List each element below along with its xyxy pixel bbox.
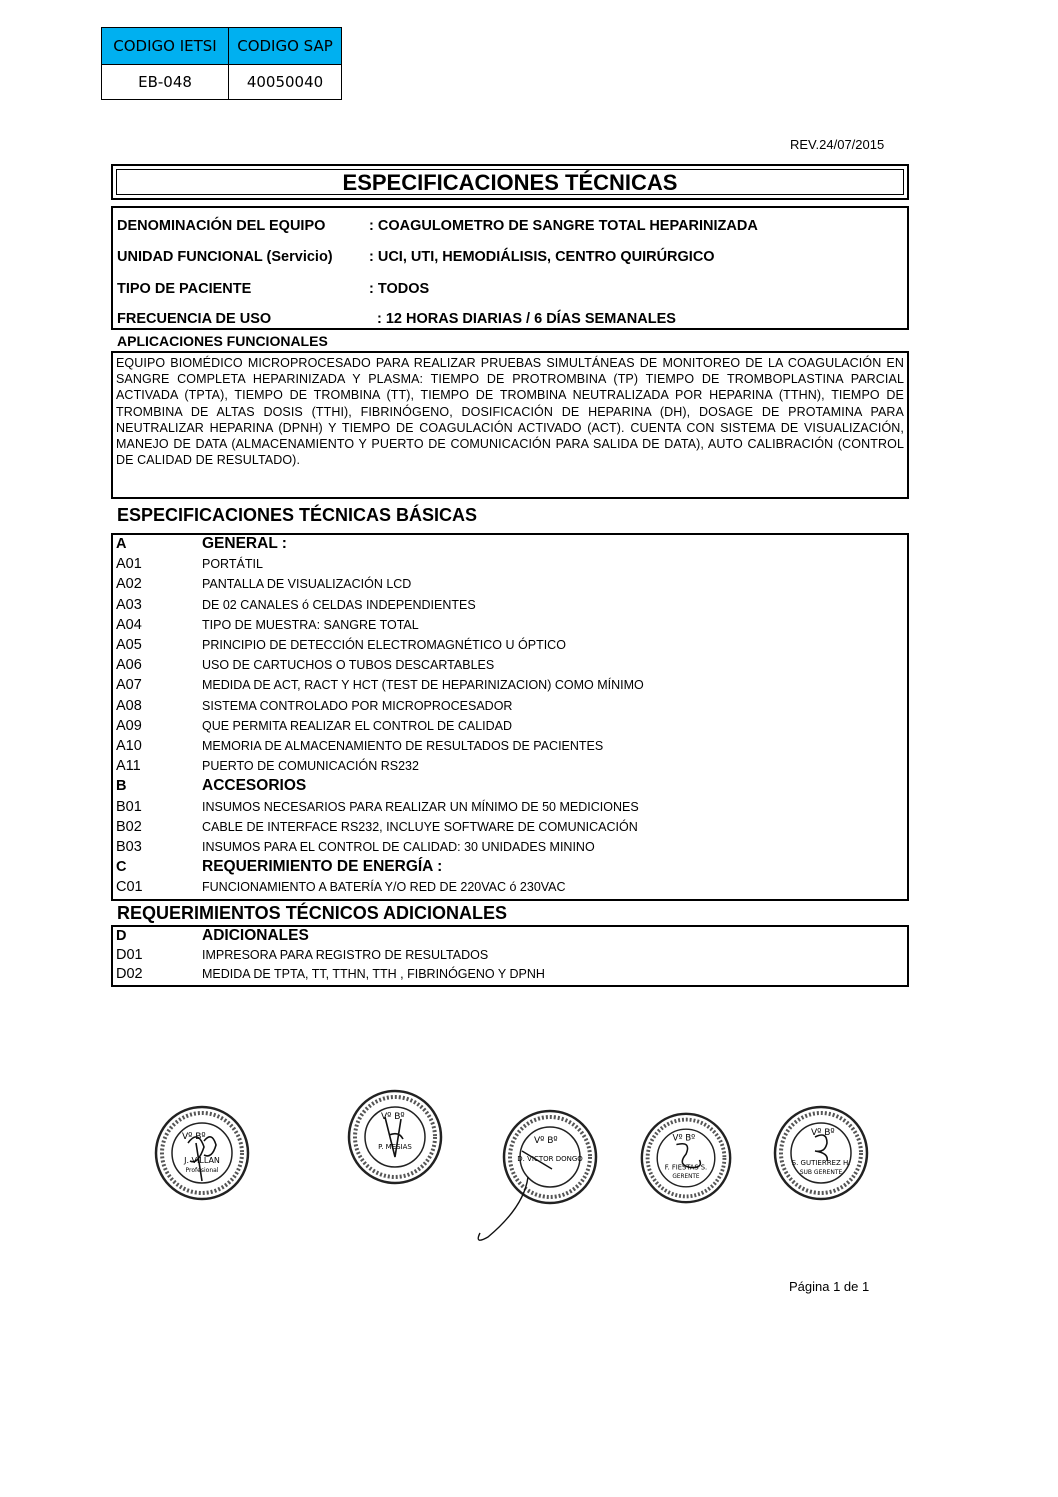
- item-text: INSUMOS NECESARIOS PARA REALIZAR UN MÍNIMO DE 50 MEDICIONES: [202, 799, 639, 814]
- item-text: IMPRESORA PARA REGISTRO DE RESULTADOS: [202, 948, 489, 962]
- aplicaciones-text: EQUIPO BIOMÉDICO MICROPROCESADO PARA REALIZAR PRUEBAS SIMULTÁNEAS DE MONITOREO DE LA COAGULACIÓN EN SANGRE COMPLETA HEPARINIZADA Y PLASMA: TIEMPO DE PROTROMBINA (TP) TIEMPO DE TROMBOPLASTINA PARCIAL ACTIVADA (TPTA), TIEMPO DE TROMBINA (TT), TIEMPO DE TROMBINA NEUTRALIZADA POR HEPARINA (TTHN), TIEMPO DE TROMBINA DE ALTAS DOSIS (TTHI), FIBRINÓGENO, DOSIFICACIÓN DE HEPARINA (DH), DOSAGE DE PROTAMINA PARA NEUTRALIZAR HEPARINA (DPNH) Y TIEMPO DE COAGULACIÓN ACTIVADO (ACT). CUENTA CON SISTEMA DE VISUALIZACIÓN, MANEJO DE DATA (ALMACENAMIENTO Y PUERTO DE COMUNICACIÓN PARA SALIDA DE DATA), AUTO CALIBRACIÓN (CONTROL DE CALIDAD DE RESULTADO).: [116, 356, 904, 468]
- item-code: D: [116, 928, 127, 944]
- item-text: FUNCIONAMIENTO A BATERÍA Y/O RED DE 220VAC ó 230VAC: [202, 880, 566, 895]
- info-row-frecuencia: [117, 311, 676, 327]
- aplicaciones-box: [111, 351, 909, 499]
- seal-name: S. GUTIERREZ H.: [791, 1159, 851, 1167]
- list-section-header: [116, 535, 287, 555]
- stamp-seal-4: [638, 1110, 734, 1206]
- list-item: [116, 656, 494, 676]
- item-code: A08: [116, 697, 142, 714]
- adicionales-list-box: [111, 925, 909, 987]
- page-title: ESPECIFICACIONES TÉCNICAS: [116, 169, 904, 195]
- item-code: C: [116, 859, 127, 876]
- codigo-sap-header: CODIGO SAP: [229, 28, 342, 65]
- item-code: A11: [116, 758, 141, 775]
- seal-name: P. MESIAS: [378, 1143, 412, 1151]
- list-item: [116, 838, 595, 858]
- codigo-ietsi-header: CODIGO IETSI: [102, 28, 229, 65]
- item-text: TIPO DE MUESTRA: SANGRE TOTAL: [202, 617, 419, 632]
- list-item: [116, 676, 644, 696]
- item-text: QUE PERMITA REALIZAR EL CONTROL DE CALIDAD: [202, 718, 513, 733]
- info-row-denominacion: [117, 218, 758, 234]
- item-code: A10: [116, 738, 142, 754]
- item-code: A06: [116, 657, 142, 674]
- codigo-sap-value: 40050040: [229, 65, 342, 100]
- list-item: [116, 717, 512, 737]
- item-code: B: [116, 778, 127, 795]
- item-text: SISTEMA CONTROLADO POR MICROPROCESADOR: [202, 698, 513, 713]
- info-value: : UCI, UTI, HEMODIÁLISIS, CENTRO QUIRÚRGICO: [369, 249, 715, 265]
- info-value: : COAGULOMETRO DE SANGRE TOTAL HEPARINIZADA: [369, 218, 758, 234]
- seal-role: Profesional: [185, 1167, 219, 1174]
- item-text: MEDIDA DE ACT, RACT Y HCT (TEST DE HEPARINIZACION) COMO MÍNIMO: [202, 678, 644, 693]
- basicas-heading: ESPECIFICACIONES TÉCNICAS BÁSICAS: [117, 505, 478, 525]
- item-code: A04: [116, 616, 142, 633]
- item-text: USO DE CARTUCHOS O TUBOS DESCARTABLES: [202, 658, 495, 673]
- list-item: [116, 965, 545, 985]
- stamp-seal-2: [345, 1087, 445, 1187]
- item-text: CABLE DE INTERFACE RS232, INCLUYE SOFTWARE DE COMUNICACIÓN: [202, 819, 638, 834]
- item-code: A05: [116, 637, 142, 653]
- item-text: MEDIDA DE TPTA, TT, TTHN, TTH , FIBRINÓGENO Y DPNH: [202, 967, 545, 981]
- list-item: [116, 575, 411, 595]
- stamp-seal-3: [470, 1107, 600, 1247]
- item-text: PUERTO DE COMUNICACIÓN RS232: [202, 759, 419, 774]
- item-text: REQUERIMIENTO DE ENERGÍA :: [202, 858, 443, 876]
- seal-name: J. VILLAN: [184, 1156, 220, 1165]
- item-code: A07: [116, 677, 142, 694]
- list-item: [116, 616, 419, 636]
- item-text: ADICIONALES: [202, 927, 309, 944]
- seal-vb-text: Vº Bº: [182, 1132, 206, 1142]
- info-value: : TODOS: [369, 281, 430, 297]
- page-number: Página 1 de 1: [789, 1279, 870, 1294]
- item-code: A09: [116, 717, 142, 734]
- info-label: FRECUENCIA DE USO: [117, 311, 272, 327]
- basicas-list-box: [111, 533, 909, 901]
- list-item: [116, 878, 566, 898]
- item-text: INSUMOS PARA EL CONTROL DE CALIDAD: 30 UNIDADES MININO: [202, 840, 595, 854]
- item-code: A03: [116, 596, 142, 613]
- list-item: [116, 798, 639, 818]
- item-code: B03: [116, 839, 142, 855]
- info-row-unidad: [117, 249, 715, 265]
- revision-date: REV.24/07/2015: [790, 137, 885, 152]
- stamp-seal-1: [152, 1103, 252, 1203]
- seal-vb-text: Vº Bº: [672, 1133, 696, 1144]
- equipment-info-box: [111, 206, 909, 330]
- item-text: MEMORIA DE ALMACENAMIENTO DE RESULTADOS DE PACIENTES: [202, 739, 604, 753]
- seal-name: F. FIESTAS S.: [664, 1163, 708, 1172]
- seal-role: SUB GERENTE: [799, 1169, 843, 1176]
- item-code: D01: [116, 947, 143, 963]
- aplicaciones-heading: APLICACIONES FUNCIONALES: [117, 333, 328, 349]
- seal-vb-text: Vº Bº: [534, 1136, 558, 1146]
- list-item: [116, 946, 488, 966]
- list-item: [116, 596, 476, 616]
- item-code: A02: [116, 576, 142, 593]
- stamp-seal-5: [771, 1103, 871, 1203]
- info-value: : 12 HORAS DIARIAS / 6 DÍAS SEMANALES: [377, 311, 676, 327]
- info-label: UNIDAD FUNCIONAL (Servicio): [117, 249, 333, 265]
- item-text: PRINCIPIO DE DETECCIÓN ELECTROMAGNÉTICO U ÓPTICO: [202, 638, 566, 652]
- seal-name: D. VICTOR DONGO: [517, 1155, 583, 1163]
- info-label: DENOMINACIÓN DEL EQUIPO: [117, 218, 326, 234]
- list-item: [116, 737, 603, 757]
- list-item: [116, 697, 512, 717]
- info-row-tipo-paciente: [117, 281, 429, 297]
- list-item: [116, 636, 566, 656]
- item-text: ACCESORIOS: [202, 777, 307, 795]
- list-item: [116, 555, 263, 575]
- item-text: GENERAL :: [202, 535, 287, 552]
- title-box: [111, 164, 909, 200]
- seal-vb-text: Vº Bº: [811, 1128, 835, 1138]
- adicionales-heading: REQUERIMIENTOS TÉCNICOS ADICIONALES: [117, 903, 508, 923]
- item-text: DE 02 CANALES ó CELDAS INDEPENDIENTES: [202, 597, 476, 612]
- list-section-header: [116, 777, 306, 797]
- item-code: A01: [116, 556, 142, 573]
- list-item: [116, 757, 419, 777]
- item-code: C01: [116, 879, 143, 896]
- item-code: D02: [116, 966, 143, 982]
- list-section-header: [116, 927, 309, 947]
- info-label: TIPO DE PACIENTE: [117, 281, 252, 297]
- item-code: B02: [116, 818, 142, 835]
- codes-table: [101, 27, 342, 100]
- list-item: [116, 818, 638, 838]
- item-code: B01: [116, 798, 142, 815]
- list-section-header: [116, 858, 442, 878]
- seal-role: GERENTE: [672, 1174, 700, 1181]
- seal-vb-text: Vº Bº: [381, 1112, 405, 1122]
- codigo-ietsi-value: EB-048: [102, 65, 229, 100]
- item-text: PANTALLA DE VISUALIZACIÓN LCD: [202, 577, 412, 592]
- item-text: PORTÁTIL: [202, 557, 263, 572]
- item-code: A: [116, 536, 127, 552]
